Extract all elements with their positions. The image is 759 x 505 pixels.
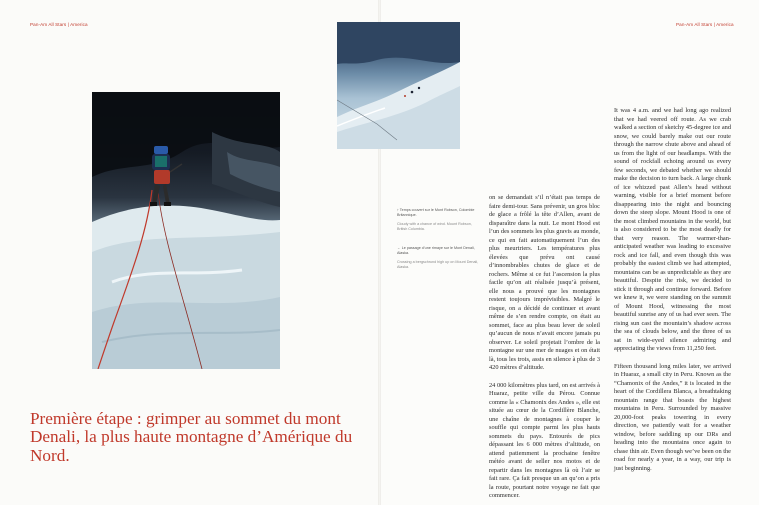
caption-mount-robson-en: Cloudy with a chance of wind. Mount Robson, British Columbia.	[397, 222, 472, 231]
snow-slope-photo	[337, 22, 460, 149]
french-paragraph-2: 24 000 kilomètres plus tard, on est arrivés à Huaraz, petite ville du Pérou. Connue comme la « Chamonix des Andes », elle est située au cœur de la Cordillère Blanche, une chaîne de montagnes à couper le souffle qui compte parmi les plus hauts sommets du pays. Entourés de pics dépassant les 6 000 mètres d’altitude, on attend patiemment la prochaine fenêtre météo avant de seller nos motos et de repartir dans les montagnes là où l’air se fait rare. Ça fait presque un an qu’on a pris la route, pourtant notre voyage ne fait que commencer.	[489, 381, 600, 499]
running-head-right: Pan-Am All Stars | America	[676, 22, 734, 27]
section-headline: Première étape : grimper au sommet du mont Denali, la plus haute montagne d’Amérique du Nord.	[30, 409, 353, 465]
climber-photo	[92, 92, 280, 369]
english-paragraph-1: It was 4 a.m. and we had long ago realized that we had veered off route. As we crab walked a section of sketchy 45-degree ice and snow, we could barely make out our route through the narrow chute above and ahead of us from the light of our headlamps. With the sound of rockfall echoing around us every few seconds, we debated whether we should make the decision to turn back. A large chunk of ice whizzed past Allen’s head without warning, visible for a brief moment before disappearing into the night and bouncing down the steep slope. Mount Hood is one of the most climbed mountains in the world, but is also considered to be the most deadly for that very reason. The warmer-than-anticipated weather was leading to excessive rock and ice fall, and even though this was probably the easiest climb we had attempted, mountains can be as unpredictable as they are beautiful. Despite the risk, we decided to stick it through and continue forward. Before we knew it, we were standing on the summit of Mount Hood, witnessing the most beautiful sunrise any of us had ever seen. The rising sun cast the mountain’s shadow across the sea of clouds below, and the three of us sat in wide-eyed silence admiring and appreciating the views from 11,250 feet.	[614, 107, 731, 352]
caption-mount-denali	[397, 246, 483, 269]
caption-mount-robson-fr: ↑ Temps couvert sur le Mont Robson, Colombie Britannique.	[397, 208, 475, 217]
english-paragraph-2: Fifteen thousand long miles later, we arrived in Huaraz, a small city in Peru. Known as the “Chamonix of the Andes,” it is located in the heart of the Cordillera Blanca, a breathtaking mountain range that boasts the highest mountains in Peru. Surrounded by massive 20,000-foot peaks towering in every direction, we patiently wait for a weather window, before saddling up our DRs and heading into the mountains once again to chase thin air. Even though we’ve been on the road for nearly a year, in a way, our trip is just beginning.	[614, 362, 731, 472]
french-paragraph-1: on se demandait s’il n’était pas temps de faire demi-tour. Sans prévenir, un gros bloc de glace a frôlé la tête d’Allen, avant de disparaître dans la nuit. Le mont Hood est l’un des sommets les plus gravis au monde, ce qui en fait automatiquement l’un des plus meurtriers. Les températures plus élevées que prévu ont causé d’innombrables chutes de glace et de rochers. Même si ce fut l’ascension la plus facile qu’on ait réalisée jusqu’à présent, elle nous a prouvé que les montagnes restent toujours imprévisibles. Malgré le risque, on a décidé de continuer et avant même de s’en rendre compte, on était au sommet, face au plus beau lever de soleil qu’aucun de nous n’avait encore jamais pu observer. Le soleil projetait l’ombre de la montagne sur une mer de nuages et on était là, tous les trois, assis en silence à plus de 3 420 mètres d’altitude.	[489, 194, 600, 371]
caption-mount-denali-en: Crossing a bergschrund high up on Mount Denali, Alaska.	[397, 260, 479, 269]
french-text-column	[489, 194, 600, 501]
english-text-column	[614, 107, 731, 473]
caption-mount-denali-fr: ← Le passage d’une rimaye sur le Mont Denali, Alaska.	[397, 246, 475, 255]
caption-mount-robson	[397, 208, 483, 231]
running-head-left: Pan-Am All Stars | America	[30, 22, 88, 27]
